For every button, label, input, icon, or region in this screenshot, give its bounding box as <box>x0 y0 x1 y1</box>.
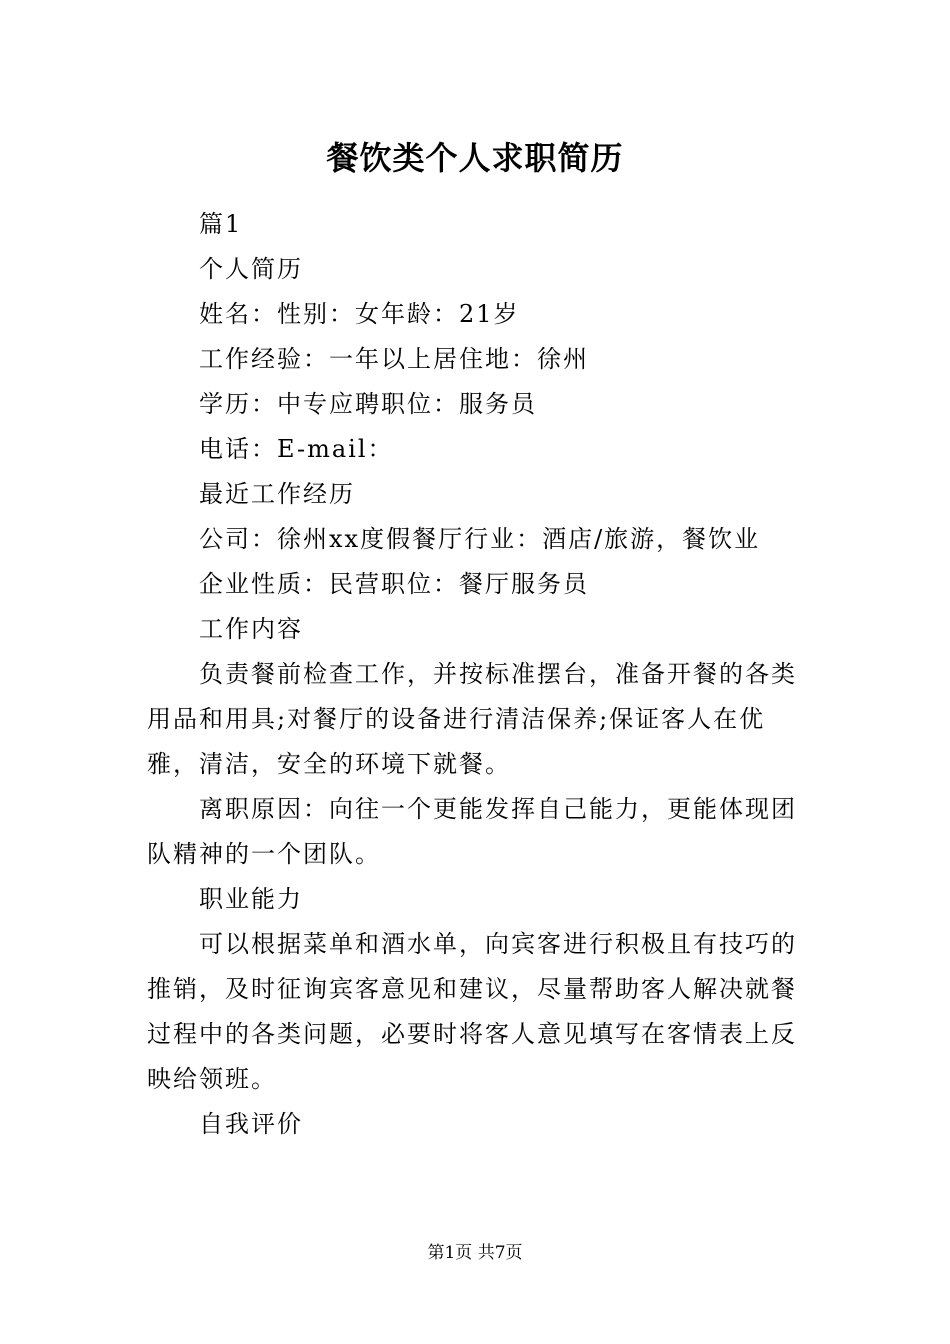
info-line: 姓名：性别：女年龄：21岁 <box>199 300 520 328</box>
section-heading: 工作内容 <box>199 615 303 643</box>
info-line: 企业性质：民营职位：餐厅服务员 <box>199 570 589 598</box>
document-title: 餐饮类个人求职简历 <box>326 139 624 177</box>
paragraph: 负责餐前检查工作，并按标准摆台，准备开餐的各类用品和用具;对餐厅的设备进行清洁保养;保证客人在优雅，清洁，安全的环境下就餐。 <box>147 660 797 778</box>
paragraph: 离职原因：向往一个更能发挥自己能力，更能体现团队精神的一个团队。 <box>147 795 797 868</box>
section-label: 篇1 <box>199 210 243 238</box>
info-line: 工作经验：一年以上居住地：徐州 <box>199 345 589 373</box>
page-footer: 第1页 共7页 <box>427 1243 523 1263</box>
info-line: 电话：E-mail： <box>199 435 394 463</box>
info-line: 学历：中专应聘职位：服务员 <box>199 390 537 418</box>
document-body <box>147 202 817 1147</box>
info-line: 公司：徐州xx度假餐厅行业：酒店/旅游，餐饮业 <box>199 525 761 553</box>
section-heading: 职业能力 <box>199 885 303 913</box>
section-heading: 个人简历 <box>199 255 303 283</box>
section-heading: 最近工作经历 <box>199 480 355 508</box>
section-heading: 自我评价 <box>199 1110 303 1138</box>
paragraph: 可以根据菜单和酒水单，向宾客进行积极且有技巧的推销，及时征询宾客意见和建议，尽量帮助客人解决就餐过程中的各类问题，必要时将客人意见填写在客情表上反映给领班。 <box>147 930 797 1093</box>
